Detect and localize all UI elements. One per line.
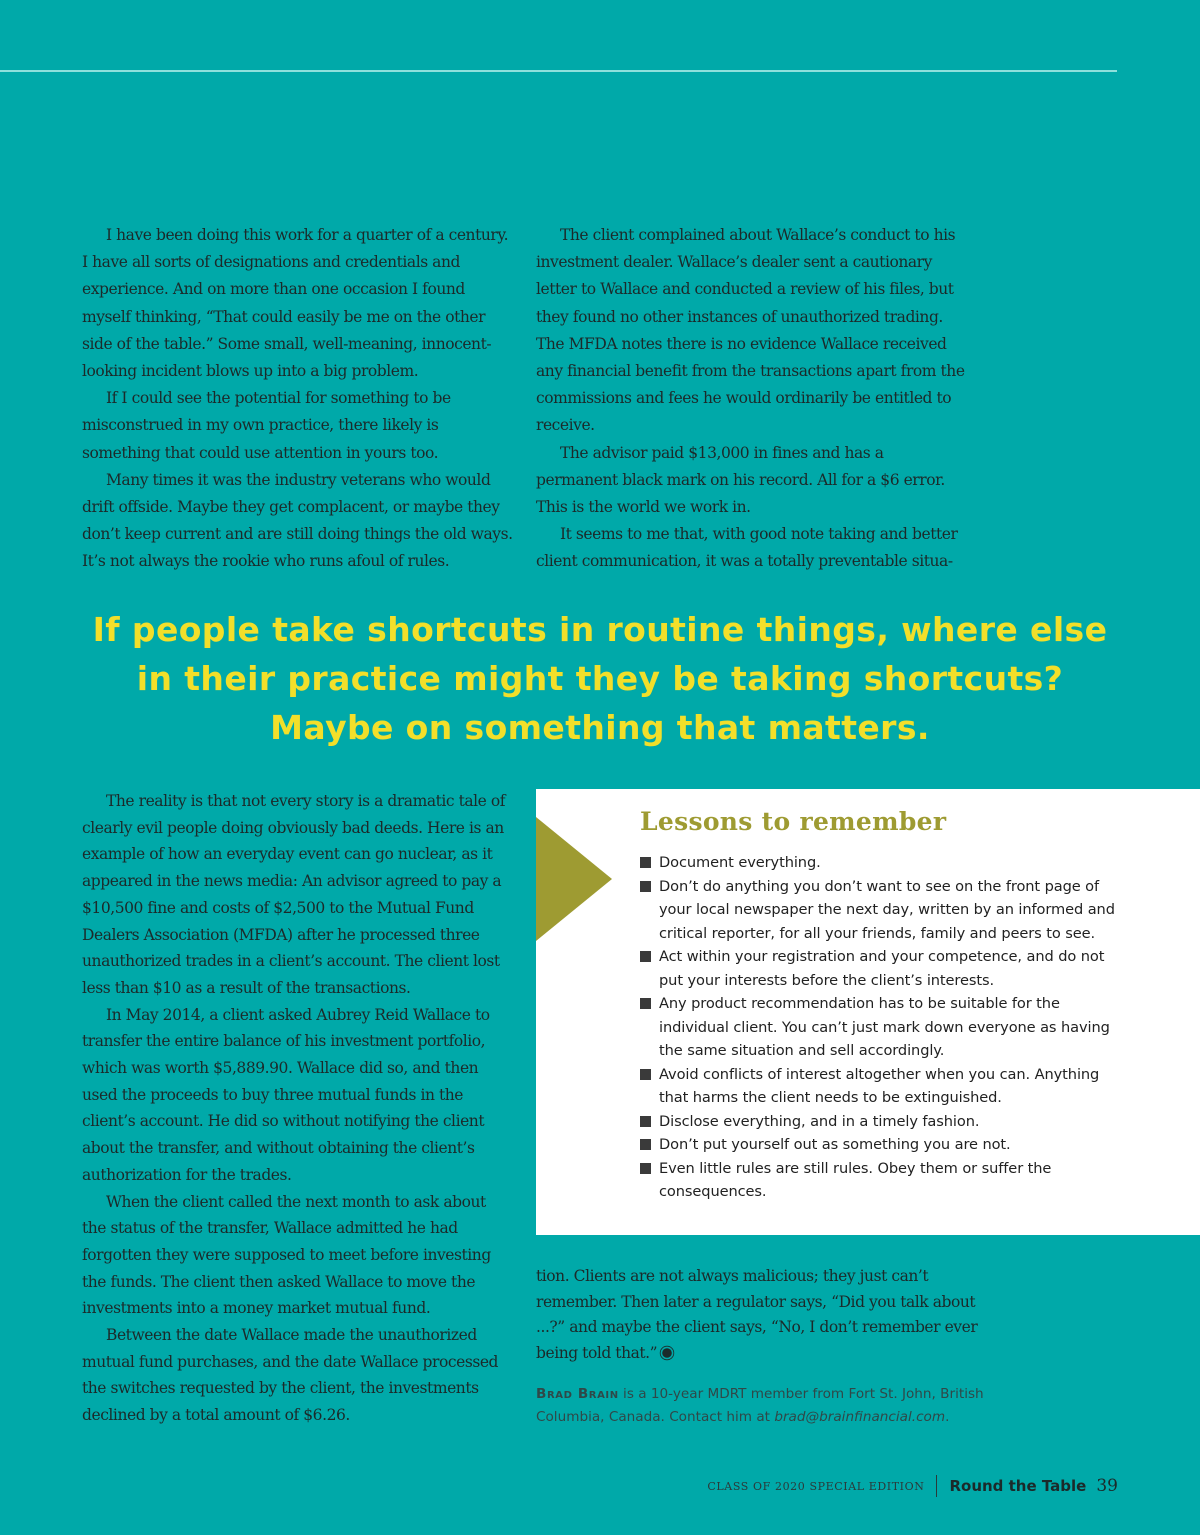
paragraph-text: tion. Clients are not always malicious; they just can’t remember. Then later a regulator says, “Did you talk about ...?” and maybe the client says, “No, I don’t remember ever being told that.” xyxy=(536,1267,978,1362)
list-item-text: Avoid conflicts of interest altogether when you can. Anything that harms the client needs to be extinguished. xyxy=(659,1065,1100,1106)
list-item xyxy=(640,1110,1120,1134)
list-item-text: Any product recommendation has to be suitable for the individual client. You can’t just mark down everyone as having the same situation and sell accordingly. xyxy=(659,995,1110,1059)
lessons-title: Lessons to remember xyxy=(640,807,947,836)
author-email-link[interactable]: brad@brainfinancial.com xyxy=(774,1408,946,1425)
page-number: 39 xyxy=(1096,1476,1118,1496)
top-rule xyxy=(0,70,1117,72)
square-bullet-icon xyxy=(640,881,651,892)
author-bio xyxy=(536,1383,1006,1428)
pull-quote-line: If people take shortcuts in routine things, where else xyxy=(92,610,1108,649)
magazine-title: Round the Table xyxy=(949,1477,1087,1495)
list-item-text: Even little rules are still rules. Obey them or suffer the consequences. xyxy=(659,1159,1052,1200)
list-item xyxy=(640,1157,1120,1204)
list-item xyxy=(640,851,1120,875)
square-bullet-icon xyxy=(640,1139,651,1150)
author-name: Brad Brain xyxy=(536,1386,619,1402)
paragraph: The client complained about Wallace’s conduct to his investment dealer. Wallace’s dealer sent a cautionary letter to Wallace and conducted a review of his files, but they found no other instances of unauthorized trading. The MFDA notes there is no evidence Wallace received any financial benefit from the transactions apart from the commissions and fees he would ordinarily be entitled to receive. xyxy=(536,226,965,435)
square-bullet-icon xyxy=(640,951,651,962)
square-bullet-icon xyxy=(640,998,651,1009)
paragraph: The reality is that not every story is a dramatic tale of clearly evil people doing obviously bad deeds. Here is an example of how an everyday event can go nuclear, as it appeared in the news media: An advisor agreed to pay a $10,500 fine and costs of $2,500 to the Mutual Fund Dealers Association (MFDA) after he processed three unauthorized trades in a client’s account. The client lost less than $10 as a result of the transactions. xyxy=(82,792,506,997)
list-item xyxy=(640,875,1120,946)
bio-end: . xyxy=(945,1408,950,1425)
paragraph: The advisor paid $13,000 in fines and has a permanent black mark on his record. All for a $6 error. This is the world we work in. xyxy=(536,443,945,517)
article-column-bottom-right xyxy=(536,1264,996,1366)
paragraph xyxy=(536,1264,996,1366)
paragraph: In May 2014, a client asked Aubrey Reid Wallace to transfer the entire balance of his investment portfolio, which was worth $5,889.90. Wallace did so, and then used the proceeds to buy three mutual funds in the client’s account. He did so without notifying the client about the transfer, and without obtaining the client’s authorization for the trades. xyxy=(82,1005,490,1184)
paragraph: If I could see the potential for something to be misconstrued in my own practice, there likely is something that could use attention in yours too. xyxy=(82,389,451,462)
bio-text: is a 10-year MDRT member from Fort St. John, British Columbia, Canada. Contact him at xyxy=(536,1386,984,1425)
edition-label: CLASS OF 2020 SPECIAL EDITION xyxy=(707,1479,925,1493)
list-item-text: Act within your registration and your competence, and do not put your interests before the client’s interests. xyxy=(659,948,1105,989)
end-mark-icon xyxy=(662,1348,672,1358)
list-item-text: Document everything. xyxy=(659,854,821,871)
paragraph: Many times it was the industry veterans who would drift offside. Maybe they get complacent, or maybe they don’t keep current and are still doing things the old ways. It’s not always the rookie who runs afoul of rules. xyxy=(82,470,513,571)
list-item-text: Don’t do anything you don’t want to see on the front page of your local newspaper the next day, written by an informed and critical reporter, for all your friends, family and peers to see. xyxy=(659,877,1115,942)
page-footer xyxy=(707,1474,1118,1498)
lessons-list xyxy=(640,851,1120,1204)
paragraph: Between the date Wallace made the unauthorized mutual fund purchases, and the date Wallace processed the switches requested by the client, the investments declined by a total amount of $6.26. xyxy=(82,1326,499,1425)
paragraph: It seems to me that, with good note taking and better client communication, it was a totally preventable situa- xyxy=(536,525,958,571)
square-bullet-icon xyxy=(640,1069,651,1080)
article-column-bottom-left xyxy=(82,788,514,1429)
pull-quote xyxy=(0,605,1200,752)
lessons-sidebar xyxy=(536,789,1200,1235)
paragraph: I have been doing this work for a quarter of a century. I have all sorts of designations and credentials and experience. And on more than one occasion I found myself thinking, “That could easily be me on the other side of the table.” Some small, well-meaning, innocent-looking incident blows up into a big problem. xyxy=(82,226,509,381)
square-bullet-icon xyxy=(640,1163,651,1174)
list-item xyxy=(640,1133,1120,1157)
square-bullet-icon xyxy=(640,1116,651,1127)
list-item xyxy=(640,992,1120,1063)
list-item-text: Disclose everything, and in a timely fashion. xyxy=(659,1112,980,1130)
list-item-text: Don’t put yourself out as something you are not. xyxy=(659,1136,1011,1153)
footer-divider xyxy=(936,1475,937,1497)
article-column-top-right xyxy=(536,222,968,576)
square-bullet-icon xyxy=(640,857,651,868)
article-column-top-left xyxy=(82,222,514,576)
triangle-arrow-icon xyxy=(536,817,612,941)
list-item xyxy=(640,1063,1120,1110)
paragraph: When the client called the next month to ask about the status of the transfer, Wallace admitted he had forgotten they were supposed to meet before investing the funds. The client then asked Wallace to move the investments into a money market mutual fund. xyxy=(82,1192,491,1318)
pull-quote-line: Maybe on something that matters. xyxy=(270,708,930,747)
pull-quote-line: in their practice might they be taking shortcuts? xyxy=(136,659,1064,698)
list-item xyxy=(640,945,1120,992)
